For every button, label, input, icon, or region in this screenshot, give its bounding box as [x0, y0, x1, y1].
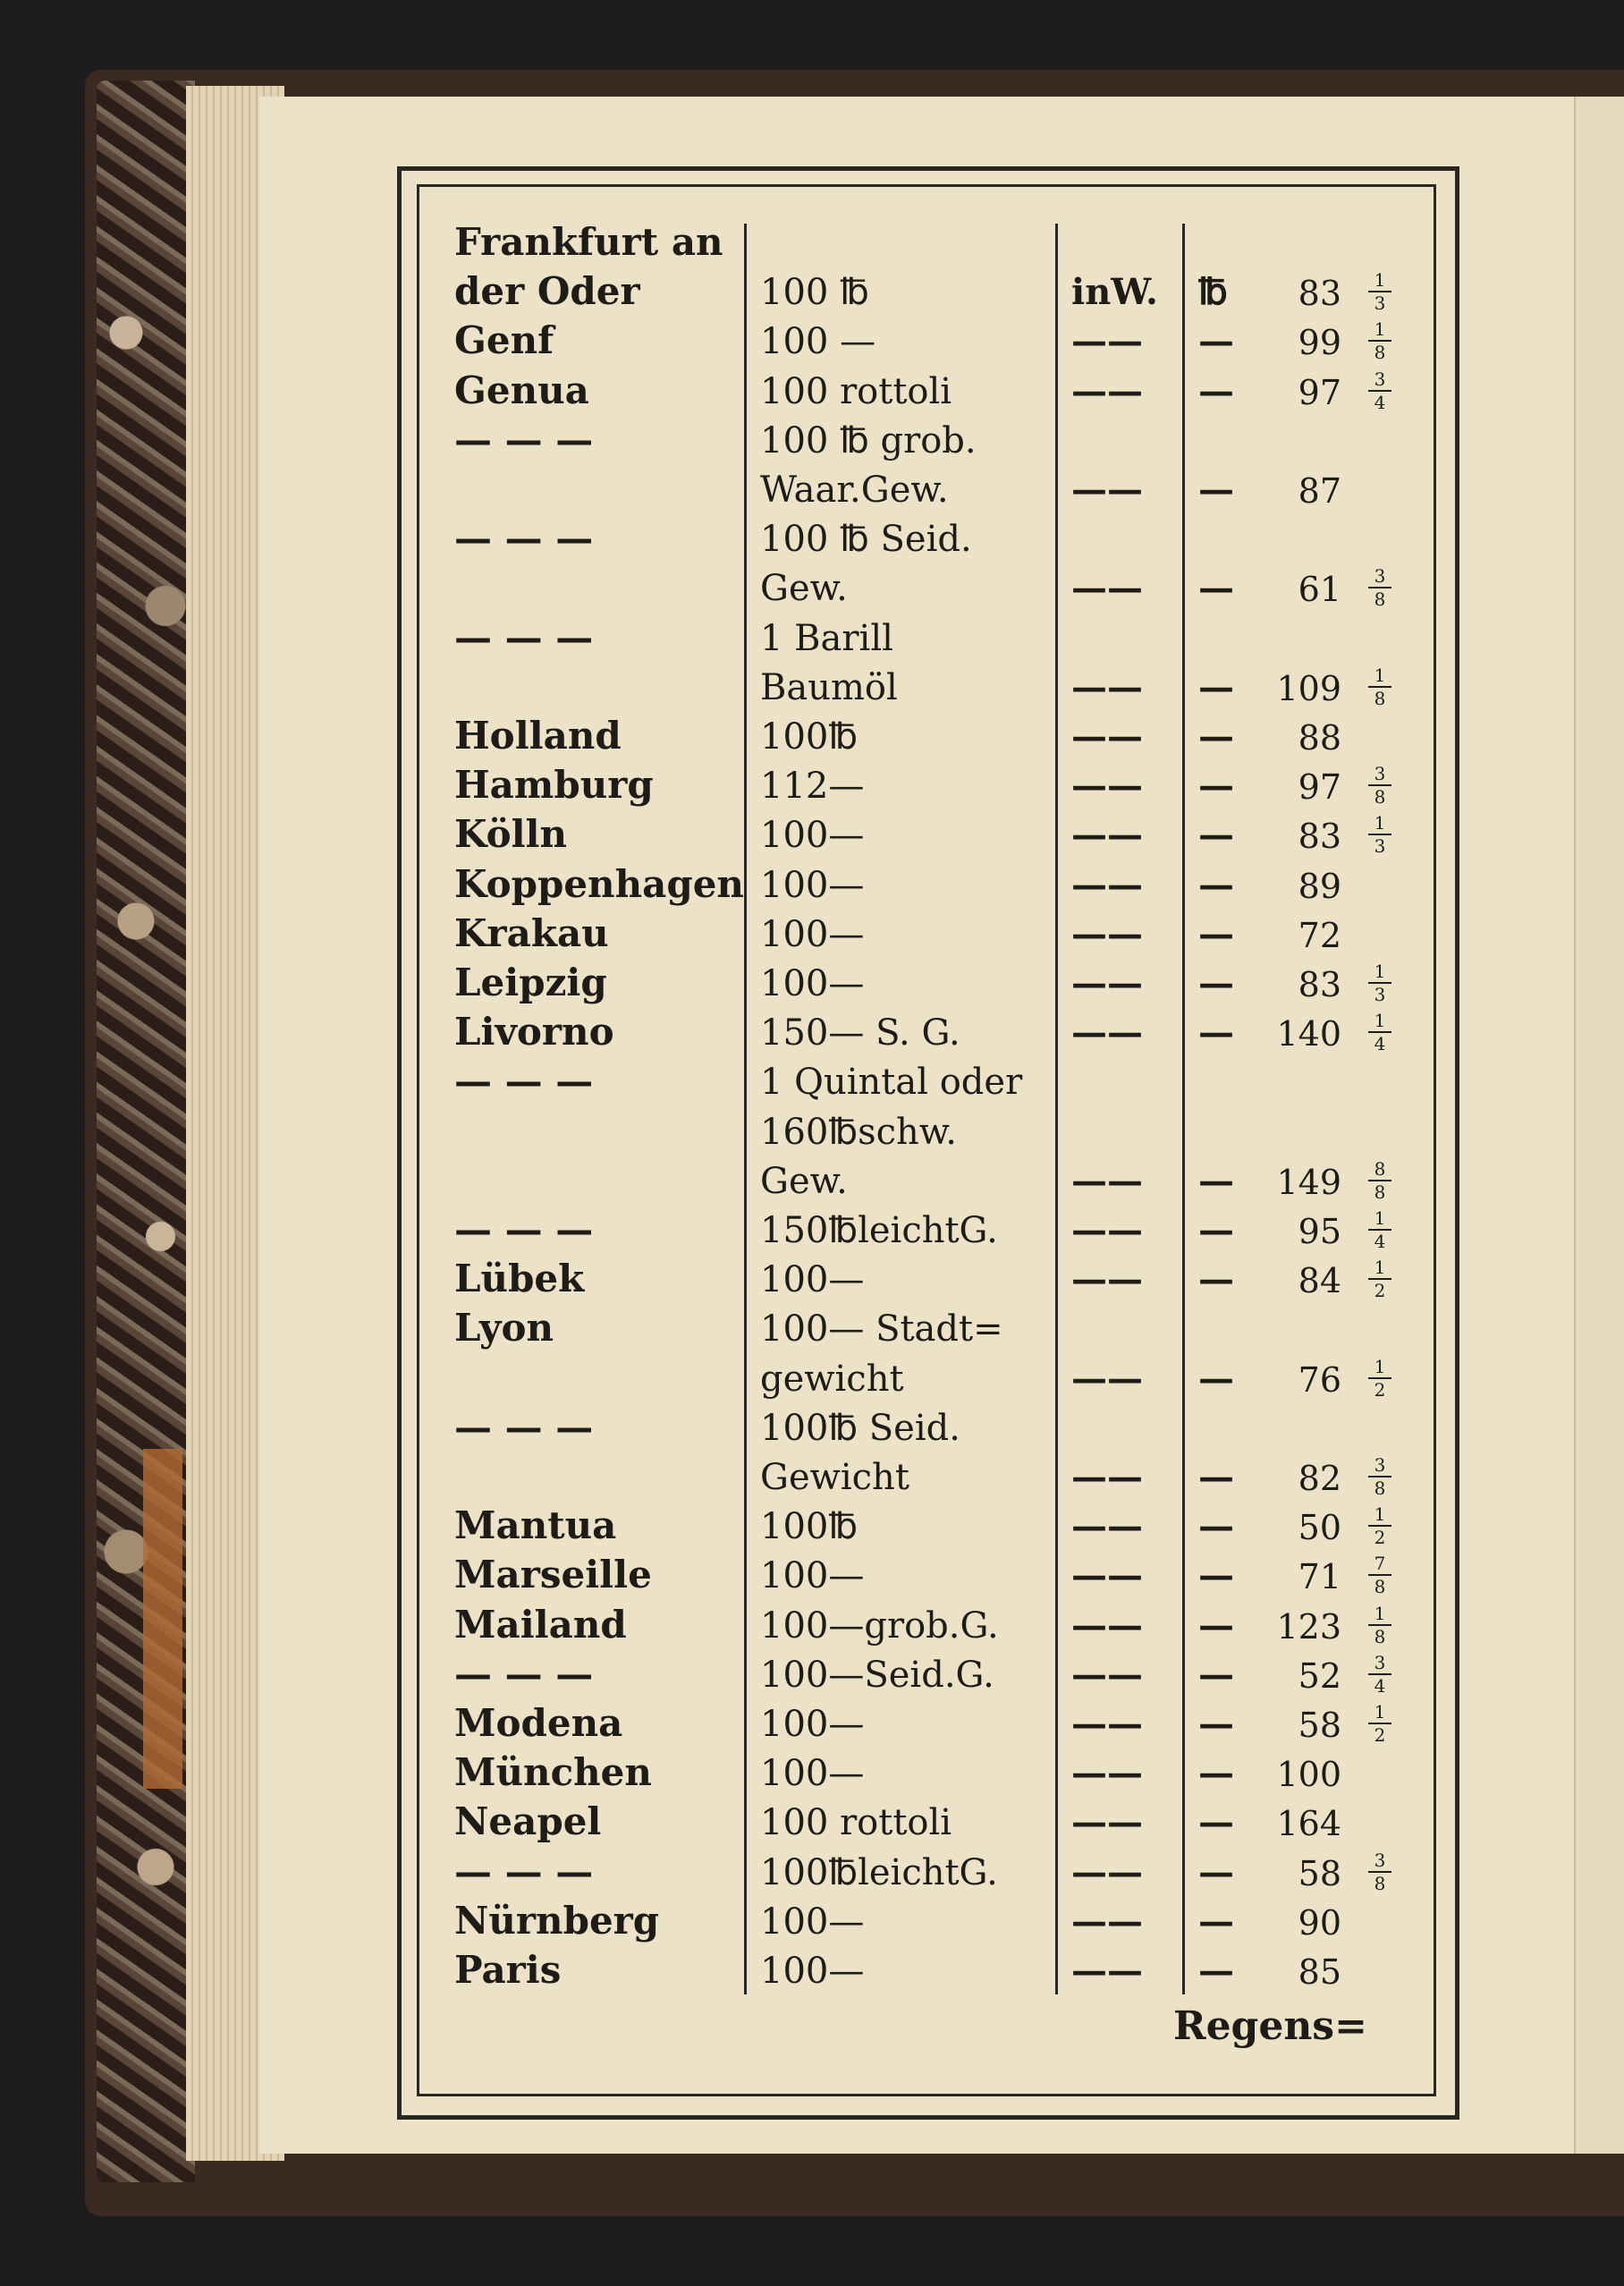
- value-cell: 50: [1298, 1508, 1341, 1548]
- unit-sign-cell: —: [1198, 765, 1234, 808]
- fraction: [1368, 318, 1391, 364]
- unit-cell: ——: [1071, 1554, 1143, 1597]
- measure-cell: 100—: [760, 864, 865, 906]
- catchword: Regens=: [1173, 2003, 1367, 2049]
- fraction: [1368, 962, 1391, 1003]
- fraction: [1368, 1703, 1391, 1744]
- spine-wear: [143, 1449, 182, 1789]
- unit-cell: ——: [1071, 912, 1143, 955]
- unit-cell: ——: [1071, 1950, 1143, 1992]
- unit-cell: ——: [1071, 1653, 1143, 1696]
- unit-sign-cell: —: [1198, 1850, 1234, 1893]
- unit-cell: ——: [1071, 1357, 1143, 1400]
- value-cell: 123: [1276, 1606, 1341, 1647]
- fraction: [1368, 1209, 1391, 1250]
- unit-cell: ——: [1071, 1703, 1143, 1745]
- measure-cell: 100—grob.G.: [760, 1604, 999, 1647]
- unit-sign-cell: —: [1198, 1900, 1234, 1943]
- unit-cell: ——: [1071, 863, 1143, 906]
- fraction-denominator: 2: [1374, 1378, 1386, 1401]
- place-name: Koppenhagen: [454, 861, 744, 906]
- value-cell: 72: [1298, 915, 1341, 955]
- fraction-numerator: 1: [1368, 1703, 1391, 1724]
- unit-cell: ——: [1071, 665, 1143, 708]
- fraction-denominator: 8: [1374, 1477, 1386, 1499]
- unit-cell: ——: [1071, 1456, 1143, 1498]
- place-name: Holland: [454, 714, 622, 758]
- unit-sign-cell: —: [1198, 1209, 1234, 1251]
- place-name: Marseille: [454, 1553, 652, 1597]
- measure-cell: 100 —: [760, 321, 876, 363]
- value-cell: 83: [1298, 965, 1341, 1004]
- unit-sign-cell: —: [1198, 320, 1234, 363]
- measure-cell: 1 Barill: [760, 617, 893, 659]
- unit-sign-cell: ℔: [1198, 271, 1228, 314]
- value-cell: 84: [1298, 1261, 1341, 1301]
- fraction-numerator: 8: [1368, 1160, 1391, 1181]
- fraction-denominator: 4: [1374, 1674, 1386, 1697]
- unit-sign-cell: —: [1198, 1950, 1234, 1992]
- unit-cell: ——: [1071, 1258, 1143, 1301]
- place-name: Modena: [454, 1701, 623, 1745]
- measure-cell: 100—: [760, 1951, 865, 1992]
- fraction-numerator: 3: [1368, 567, 1391, 588]
- unit-cell: ——: [1071, 1850, 1143, 1893]
- fraction: [1368, 1651, 1391, 1697]
- marbled-spine: [97, 80, 195, 2182]
- measure-cell: 112—: [760, 766, 865, 808]
- place-name: Genf: [454, 318, 554, 363]
- fraction: [1368, 565, 1391, 611]
- unit-sign-cell: —: [1198, 715, 1234, 758]
- fraction-denominator: 8: [1374, 1872, 1386, 1894]
- fraction-denominator: 4: [1374, 1231, 1386, 1252]
- place-name: Nürnberg: [454, 1898, 660, 1943]
- fraction-numerator: 7: [1368, 1554, 1391, 1576]
- fraction-numerator: 1: [1368, 1358, 1391, 1379]
- measure-cell: Waar.Gew.: [760, 470, 949, 511]
- unit-sign-cell: —: [1198, 912, 1234, 955]
- place-name: Lübek: [454, 1257, 585, 1301]
- fraction-denominator: 3: [1374, 984, 1386, 1005]
- unit-cell: ——: [1071, 715, 1143, 758]
- place-name: — — —: [454, 1207, 594, 1251]
- measure-cell: 150℔leichtG.: [760, 1210, 998, 1251]
- measure-cell: 100—: [760, 815, 865, 857]
- fraction-denominator: 8: [1374, 588, 1386, 611]
- fraction: [1368, 1851, 1391, 1892]
- fraction: [1368, 1157, 1391, 1203]
- place-name: Genua: [454, 368, 589, 412]
- unit-sign-cell: —: [1198, 1012, 1234, 1054]
- measure-cell: 100℔: [760, 1506, 859, 1548]
- unit-sign-cell: —: [1198, 962, 1234, 1004]
- place-name: — — —: [454, 417, 594, 461]
- unit-cell: ——: [1071, 1801, 1143, 1844]
- measure-cell: 100 ℔ grob.: [760, 419, 977, 461]
- place-name: Hamburg: [454, 763, 654, 808]
- measure-cell: 100 rottoli: [760, 370, 952, 412]
- unit-cell: ——: [1071, 567, 1143, 610]
- measure-cell: Baumöl: [760, 666, 898, 708]
- measure-cell: 100℔: [760, 716, 859, 758]
- place-name: Neapel: [454, 1799, 602, 1844]
- fraction-denominator: 3: [1374, 292, 1386, 315]
- unit-sign-cell: —: [1198, 665, 1234, 708]
- value-cell: 97: [1298, 767, 1341, 808]
- measure-cell: 100℔leichtG.: [760, 1851, 998, 1893]
- fraction-numerator: 1: [1368, 1505, 1391, 1527]
- fraction-numerator: 1: [1368, 1209, 1391, 1231]
- value-cell: 83: [1298, 817, 1341, 857]
- fraction-denominator: 4: [1374, 1033, 1386, 1055]
- value-cell: 58: [1298, 1853, 1341, 1893]
- unit-sign-cell: —: [1198, 1604, 1234, 1647]
- value-cell: 82: [1298, 1459, 1341, 1498]
- value-cell: 99: [1298, 323, 1341, 363]
- measure-cell: 1 Quintal oder: [760, 1062, 1023, 1104]
- fraction-denominator: 2: [1374, 1724, 1386, 1746]
- place-name: — — —: [454, 614, 594, 659]
- fraction-numerator: 1: [1368, 1012, 1391, 1033]
- fraction-numerator: 1: [1368, 666, 1391, 688]
- value-cell: 97: [1298, 372, 1341, 412]
- place-name: — — —: [454, 1404, 594, 1449]
- place-name: der Oder: [454, 269, 640, 314]
- measure-cell: 100 rottoli: [760, 1802, 952, 1844]
- fraction-numerator: 3: [1368, 370, 1391, 392]
- value-cell: 109: [1276, 668, 1341, 708]
- measure-cell: 100—: [760, 1259, 865, 1301]
- place-name: München: [454, 1750, 652, 1795]
- measure-cell: 100 ℔: [760, 272, 869, 314]
- fraction: [1368, 1258, 1391, 1300]
- fraction-denominator: 8: [1374, 786, 1386, 809]
- value-cell: 89: [1298, 866, 1341, 906]
- unit-cell: ——: [1071, 1752, 1143, 1795]
- fraction: [1368, 1456, 1391, 1497]
- fraction-numerator: 3: [1368, 1851, 1391, 1873]
- measure-cell: 100—: [760, 1704, 865, 1745]
- place-name: Mailand: [454, 1602, 627, 1647]
- column-divider-1: [744, 224, 747, 1994]
- measure-cell: 100—Seid.G.: [760, 1654, 994, 1696]
- unit-sign-cell: —: [1198, 1801, 1234, 1844]
- unit-sign-cell: —: [1198, 469, 1234, 511]
- value-cell: 95: [1298, 1212, 1341, 1251]
- unit-sign-cell: —: [1198, 1752, 1234, 1795]
- unit-cell: ——: [1071, 469, 1143, 511]
- unit-cell: ——: [1071, 1900, 1143, 1943]
- fraction: [1368, 1554, 1391, 1596]
- fraction-denominator: 4: [1374, 391, 1386, 413]
- unit-cell: ——: [1071, 765, 1143, 808]
- unit-sign-cell: —: [1198, 1456, 1234, 1498]
- fraction: [1368, 1355, 1391, 1401]
- measure-cell: 160℔schw.: [760, 1111, 957, 1153]
- unit-sign-cell: —: [1198, 1554, 1234, 1597]
- measure-cell: Gew.: [760, 568, 848, 610]
- place-name: Frankfurt an: [454, 220, 723, 264]
- fraction: [1368, 1503, 1391, 1549]
- fraction: [1368, 1012, 1391, 1053]
- value-cell: 52: [1298, 1655, 1341, 1696]
- unit-sign-cell: —: [1198, 1505, 1234, 1548]
- place-name: Leipzig: [454, 961, 607, 1004]
- fraction: [1368, 1604, 1391, 1646]
- measure-cell: 100—: [760, 913, 865, 955]
- unit-cell: ——: [1071, 814, 1143, 857]
- value-cell: 164: [1276, 1804, 1341, 1844]
- fraction-numerator: 3: [1368, 1456, 1391, 1477]
- fraction-numerator: 1: [1368, 320, 1391, 342]
- fraction-numerator: 1: [1368, 1258, 1391, 1280]
- value-cell: 87: [1298, 471, 1341, 511]
- place-name: Lyon: [454, 1306, 554, 1350]
- place-name: — — —: [454, 516, 594, 561]
- unit-sign-cell: —: [1198, 1258, 1234, 1301]
- value-cell: 140: [1276, 1014, 1341, 1054]
- unit-sign-cell: —: [1198, 1357, 1234, 1400]
- fraction-denominator: 8: [1374, 342, 1386, 364]
- fraction-numerator: 1: [1368, 814, 1391, 835]
- place-name: — — —: [454, 1849, 594, 1893]
- value-cell: 61: [1298, 570, 1341, 610]
- unit-cell: ——: [1071, 1604, 1143, 1647]
- fraction-numerator: 1: [1368, 271, 1391, 292]
- fraction-numerator: 1: [1368, 962, 1391, 984]
- place-name: Kölln: [454, 812, 568, 857]
- unit-cell: ——: [1071, 1159, 1143, 1202]
- measure-cell: 100—: [760, 963, 865, 1004]
- measure-cell: 100℔ Seid.: [760, 1407, 960, 1449]
- unit-sign-cell: —: [1198, 814, 1234, 857]
- value-cell: 71: [1298, 1557, 1341, 1597]
- measure-cell: Gew.: [760, 1160, 848, 1202]
- place-name: — — —: [454, 1059, 594, 1104]
- measure-cell: Gewicht: [760, 1457, 909, 1498]
- unit-sign-cell: —: [1198, 863, 1234, 906]
- unit-sign-cell: —: [1198, 1653, 1234, 1696]
- value-cell: 58: [1298, 1706, 1341, 1745]
- fraction-denominator: 8: [1374, 1625, 1386, 1647]
- column-divider-2: [1055, 224, 1058, 1994]
- unit-cell: ——: [1071, 1209, 1143, 1251]
- value-cell: 149: [1276, 1162, 1341, 1202]
- fraction-denominator: 8: [1374, 1181, 1386, 1203]
- measure-cell: 100— Stadt=: [760, 1308, 1003, 1350]
- place-name: Livorno: [454, 1010, 614, 1054]
- fraction: [1368, 269, 1391, 315]
- measure-cell: 100—: [760, 1901, 865, 1943]
- unit-sign-cell: —: [1198, 1159, 1234, 1202]
- column-divider-3: [1182, 224, 1185, 1994]
- fraction: [1368, 370, 1391, 411]
- measure-cell: gewicht: [760, 1358, 904, 1400]
- fraction: [1368, 812, 1391, 858]
- value-cell: 100: [1276, 1755, 1341, 1795]
- fraction: [1368, 763, 1391, 809]
- unit-cell: ——: [1071, 1505, 1143, 1548]
- place-name: Mantua: [454, 1503, 617, 1548]
- value-cell: 90: [1298, 1902, 1341, 1943]
- fraction-denominator: 3: [1374, 835, 1386, 858]
- unit-cell: ——: [1071, 1012, 1143, 1054]
- value-cell: 85: [1298, 1952, 1341, 1992]
- facing-page-edge: [1574, 97, 1624, 2154]
- unit-cell: inW.: [1071, 271, 1158, 314]
- fraction-denominator: 8: [1374, 687, 1386, 709]
- value-cell: 76: [1298, 1359, 1341, 1400]
- unit-cell: ——: [1071, 962, 1143, 1004]
- place-name: — — —: [454, 1651, 594, 1696]
- unit-cell: ——: [1071, 369, 1143, 412]
- measure-cell: 150— S. G.: [760, 1012, 960, 1054]
- fraction: [1368, 666, 1391, 707]
- fraction-denominator: 2: [1374, 1527, 1386, 1549]
- value-cell: 88: [1298, 718, 1341, 758]
- value-cell: 83: [1298, 274, 1341, 314]
- place-name: Paris: [454, 1948, 562, 1992]
- unit-sign-cell: —: [1198, 567, 1234, 610]
- measure-cell: 100 ℔ Seid.: [760, 519, 972, 561]
- fraction-denominator: 8: [1374, 1576, 1386, 1598]
- fraction-numerator: 1: [1368, 1604, 1391, 1626]
- place-name: Krakau: [454, 910, 609, 955]
- fraction-numerator: 3: [1368, 765, 1391, 786]
- unit-sign-cell: —: [1198, 1703, 1234, 1745]
- fraction-denominator: 2: [1374, 1280, 1386, 1302]
- unit-sign-cell: —: [1198, 369, 1234, 412]
- measure-cell: 100—: [760, 1753, 865, 1795]
- fraction-numerator: 3: [1368, 1654, 1391, 1675]
- measure-cell: 100—: [760, 1555, 865, 1597]
- unit-cell: ——: [1071, 320, 1143, 363]
